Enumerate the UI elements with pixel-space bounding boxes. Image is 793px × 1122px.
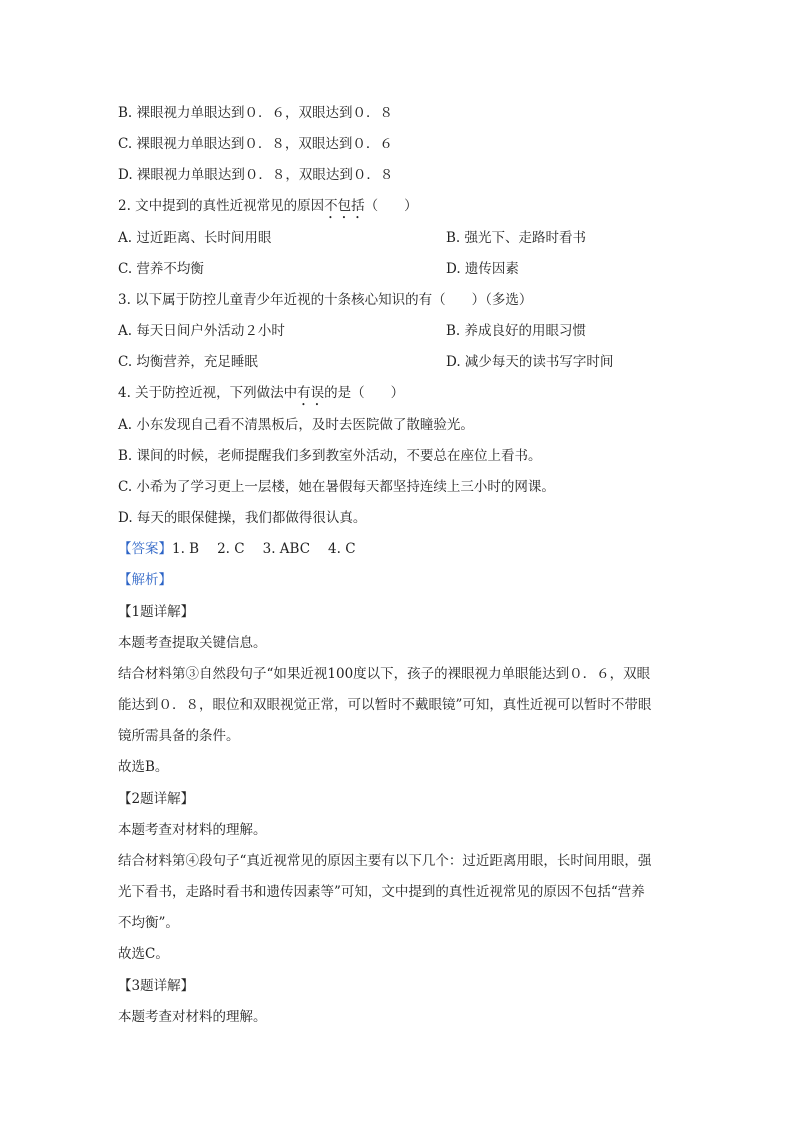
detail-2-intro: 本题考查对材料的理解。	[118, 822, 267, 838]
q1-option-c: C. 裸眼视力单眼达到０．８，双眼达到０．６	[118, 136, 393, 152]
detail-1-intro: 本题考查提取关键信息。	[118, 635, 267, 651]
q1-option-d: D. 裸眼视力单眼达到０．８，双眼达到０．８	[118, 167, 394, 183]
q4-option-a: A. 小东发现自己看不清黑板后，及时去医院做了散瞳验光。	[118, 417, 474, 433]
detail-1-conclusion: 故选B。	[118, 759, 169, 775]
q3-option-c: C. 均衡营养，充足睡眠	[118, 354, 258, 370]
q4-paren-close: ）	[390, 385, 405, 401]
detail-1-text: 结合材料第③自然段句子“如果近视100度以下，孩子的裸眼视力单眼能达到０．６，双眼	[118, 666, 651, 682]
q2-option-c: C. 营养不均衡	[118, 261, 204, 277]
q4-option-c: C. 小希为了学习更上一层楼，她在暑假每天都坚持连续上三小时的网课。	[118, 479, 555, 495]
detail-2-text: 光下看书，走路时看书和遗传因素等”可知，文中提到的真性近视常见的原因不包括“营养	[118, 884, 645, 900]
answer-item: 2. C	[217, 541, 245, 557]
detail-1-title: 【1题详解】	[118, 604, 195, 620]
q2-paren-open: （	[364, 198, 379, 214]
q4-stem-text: 4. 关于防控近视，下列做法中	[118, 385, 298, 401]
detail-1-text: 镜所需具备的条件。	[118, 728, 240, 744]
q4-stem-emphasis: 有误	[297, 385, 325, 401]
q2-option-b: B. 强光下、走路时看书	[446, 230, 587, 246]
q2-option-d: D. 遗传因素	[446, 261, 519, 277]
answer-item: 3. ABC	[262, 541, 311, 557]
detail-2-conclusion: 故选C。	[118, 946, 169, 962]
q4-stem-suffix: 的是（	[324, 385, 365, 401]
detail-3-intro: 本题考查对材料的理解。	[118, 1009, 267, 1025]
q3-stem-suffix: ）（多选）	[471, 292, 533, 308]
q2-stem	[118, 197, 418, 222]
q3-option-a: A. 每天日间户外活动２小时	[118, 323, 285, 339]
q3-stem	[118, 291, 532, 309]
q4-option-d: D. 每天的眼保健操，我们都做得很认真。	[118, 510, 367, 526]
answer-item: 4. C	[328, 541, 356, 557]
answer-label: 【答案】	[118, 541, 172, 557]
q3-option-d: D. 减少每天的读书写字时间	[446, 354, 614, 370]
q2-option-a: A. 过近距离、长时间用眼	[118, 230, 272, 246]
detail-1-text: 能达到０．８，眼位和双眼视觉正常，可以暂时不戴眼镜”可知，真性近视可以暂时不带眼	[118, 697, 652, 713]
analysis-label: 【解析】	[118, 572, 172, 588]
detail-3-title: 【3题详解】	[118, 978, 195, 994]
q3-option-b: B. 养成良好的用眼习惯	[446, 323, 587, 339]
q2-stem-text: 2. 文中提到的真性近视常见的原因	[118, 198, 325, 214]
detail-2-title: 【2题详解】	[118, 791, 195, 807]
answer-line	[118, 540, 356, 558]
detail-2-text: 不均衡”。	[118, 915, 179, 931]
q1-option-b: B. 裸眼视力单眼达到０．６，双眼达到０．８	[118, 105, 394, 121]
answer-item: 1. B	[172, 541, 200, 557]
q3-stem-text: 3. 以下属于防控儿童青少年近视的十条核心知识的有（	[118, 292, 446, 308]
q2-stem-emphasis: 不包括	[324, 198, 365, 214]
q2-paren-close: ）	[404, 198, 418, 214]
detail-2-text: 结合材料第④段句子“真近视常见的原因主要有以下几个：过近距离用眼，长时间用眼，强	[118, 853, 652, 869]
q4-option-b: B. 课间的时候，老师提醒我们多到教室外活动，不要总在座位上看书。	[118, 448, 542, 464]
q4-stem	[118, 384, 404, 409]
